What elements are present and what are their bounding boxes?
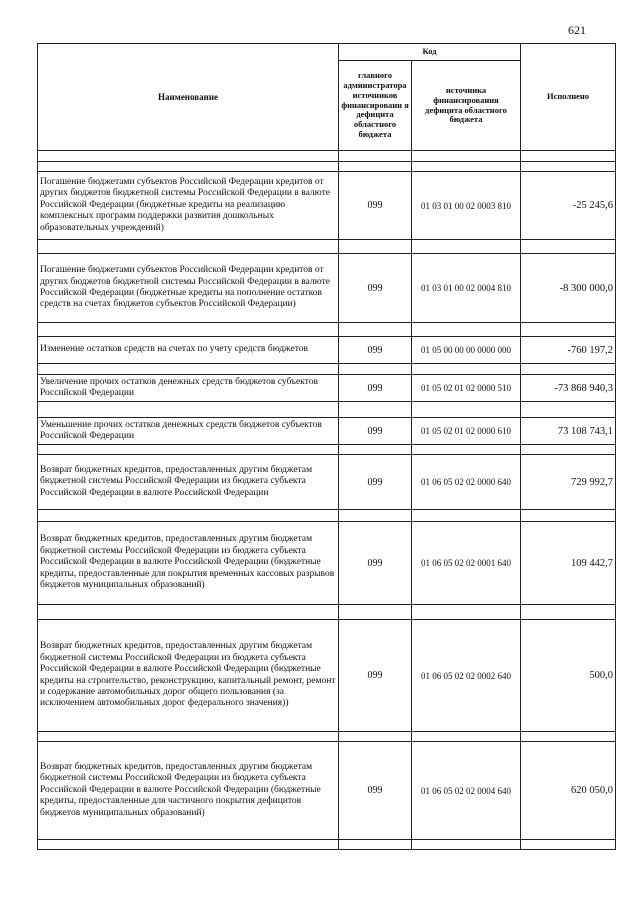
row-amount: 73 108 743,1 (521, 418, 616, 445)
row-name: Уменьшение прочих остатков денежных средств бюджетов субъектов Российской Федерации (38, 418, 339, 445)
table-row (38, 522, 616, 605)
row-admin-code: 099 (339, 620, 412, 732)
table-row (38, 172, 616, 240)
table-row (38, 375, 616, 402)
row-admin-code: 099 (339, 172, 412, 240)
page-number: 621 (568, 23, 586, 37)
budget-table (37, 43, 616, 850)
row-source-code: 01 05 02 01 02 0000 510 (412, 375, 521, 402)
table-row (38, 455, 616, 510)
table-row (38, 254, 616, 323)
row-source-code: 01 06 05 02 02 0002 640 (412, 620, 521, 732)
row-amount: -25 245,6 (521, 172, 616, 240)
row-admin-code: 099 (339, 254, 412, 323)
row-admin-code: 099 (339, 337, 412, 364)
row-name: Погашение бюджетами субъектов Российской Федерации кредитов от других бюджетов бюджетной системы Российской Федерации в валюте Российской Федерации (бюджетные кредиты на реализацию комплексных программ поддержки развития дошкольных образовательных учреждений) (38, 172, 339, 240)
row-name: Погашение бюджетами субъектов Российской Федерации кредитов от других бюджетов бюджетной системы Российской Федерации в валюте Российской Федерации (бюджетные кредиты на пополнение остатков средств на счетах бюджетов субъектов Российской Федерации) (38, 254, 339, 323)
row-amount: 620 050,0 (521, 742, 616, 840)
row-source-code: 01 03 01 00 02 0004 810 (412, 254, 521, 323)
row-admin-code: 099 (339, 455, 412, 510)
row-amount: -73 868 940,3 (521, 375, 616, 402)
row-amount: 500,0 (521, 620, 616, 732)
row-name: Возврат бюджетных кредитов, предоставленных другим бюджетам бюджетной системы Российской Федерации из бюджета субъекта Российской Федерации в валюте Российской Федерации (38, 455, 339, 510)
row-name: Возврат бюджетных кредитов, предоставленных другим бюджетам бюджетной системы Российской Федерации из бюджета субъекта Российской Федерации в валюте Российской Федерации (бюджетные кредиты на строительство, реконструкцию, капитальный ремонт, ремонт и содержание автомобильных дорог общего пользования (за исключением автомобильных дорог федерального значения)) (38, 620, 339, 732)
row-name: Увеличение прочих остатков денежных средств бюджетов субъектов Российской Федерации (38, 375, 339, 402)
header-code: Код (339, 44, 521, 61)
table-row (38, 620, 616, 732)
row-admin-code: 099 (339, 522, 412, 605)
row-source-code: 01 06 05 02 02 0000 640 (412, 455, 521, 510)
table-row (38, 742, 616, 840)
header-source: источника финансирования дефицита областного бюджета (412, 61, 521, 151)
row-amount: -760 197,2 (521, 337, 616, 364)
header-name: Наименование (38, 44, 339, 151)
row-name: Возврат бюджетных кредитов, предоставленных другим бюджетам бюджетной системы Российской Федерации из бюджета субъекта Российской Федерации в валюте Российской Федерации (бюджетные кредиты, предоставленные для покрытия временных кассовых разрывов бюджетов муниципальных образований) (38, 522, 339, 605)
row-admin-code: 099 (339, 375, 412, 402)
header-executed: Исполнено (521, 44, 616, 151)
row-source-code: 01 03 01 00 02 0003 810 (412, 172, 521, 240)
header-admin: главного администратора источников финансировани я дефицита областного бюджета (339, 61, 412, 151)
row-admin-code: 099 (339, 418, 412, 445)
row-amount: 729 992,7 (521, 455, 616, 510)
table-row (38, 418, 616, 445)
row-name: Возврат бюджетных кредитов, предоставленных другим бюджетам бюджетной системы Российской Федерации из бюджета субъекта Российской Федерации в валюте Российской Федерации (бюджетные кредиты, предоставленные для частичного покрытия дефицитов бюджетов муниципальных образований) (38, 742, 339, 840)
row-source-code: 01 06 05 02 02 0004 640 (412, 742, 521, 840)
row-amount: -8 300 000,0 (521, 254, 616, 323)
row-source-code: 01 05 00 00 00 0000 000 (412, 337, 521, 364)
row-admin-code: 099 (339, 742, 412, 840)
row-source-code: 01 05 02 01 02 0000 610 (412, 418, 521, 445)
row-name: Изменение остатков средств на счетах по учету средств бюджетов (38, 337, 339, 364)
row-source-code: 01 06 05 02 02 0001 640 (412, 522, 521, 605)
table-row (38, 337, 616, 364)
row-amount: 109 442,7 (521, 522, 616, 605)
header-number-row (38, 151, 616, 162)
